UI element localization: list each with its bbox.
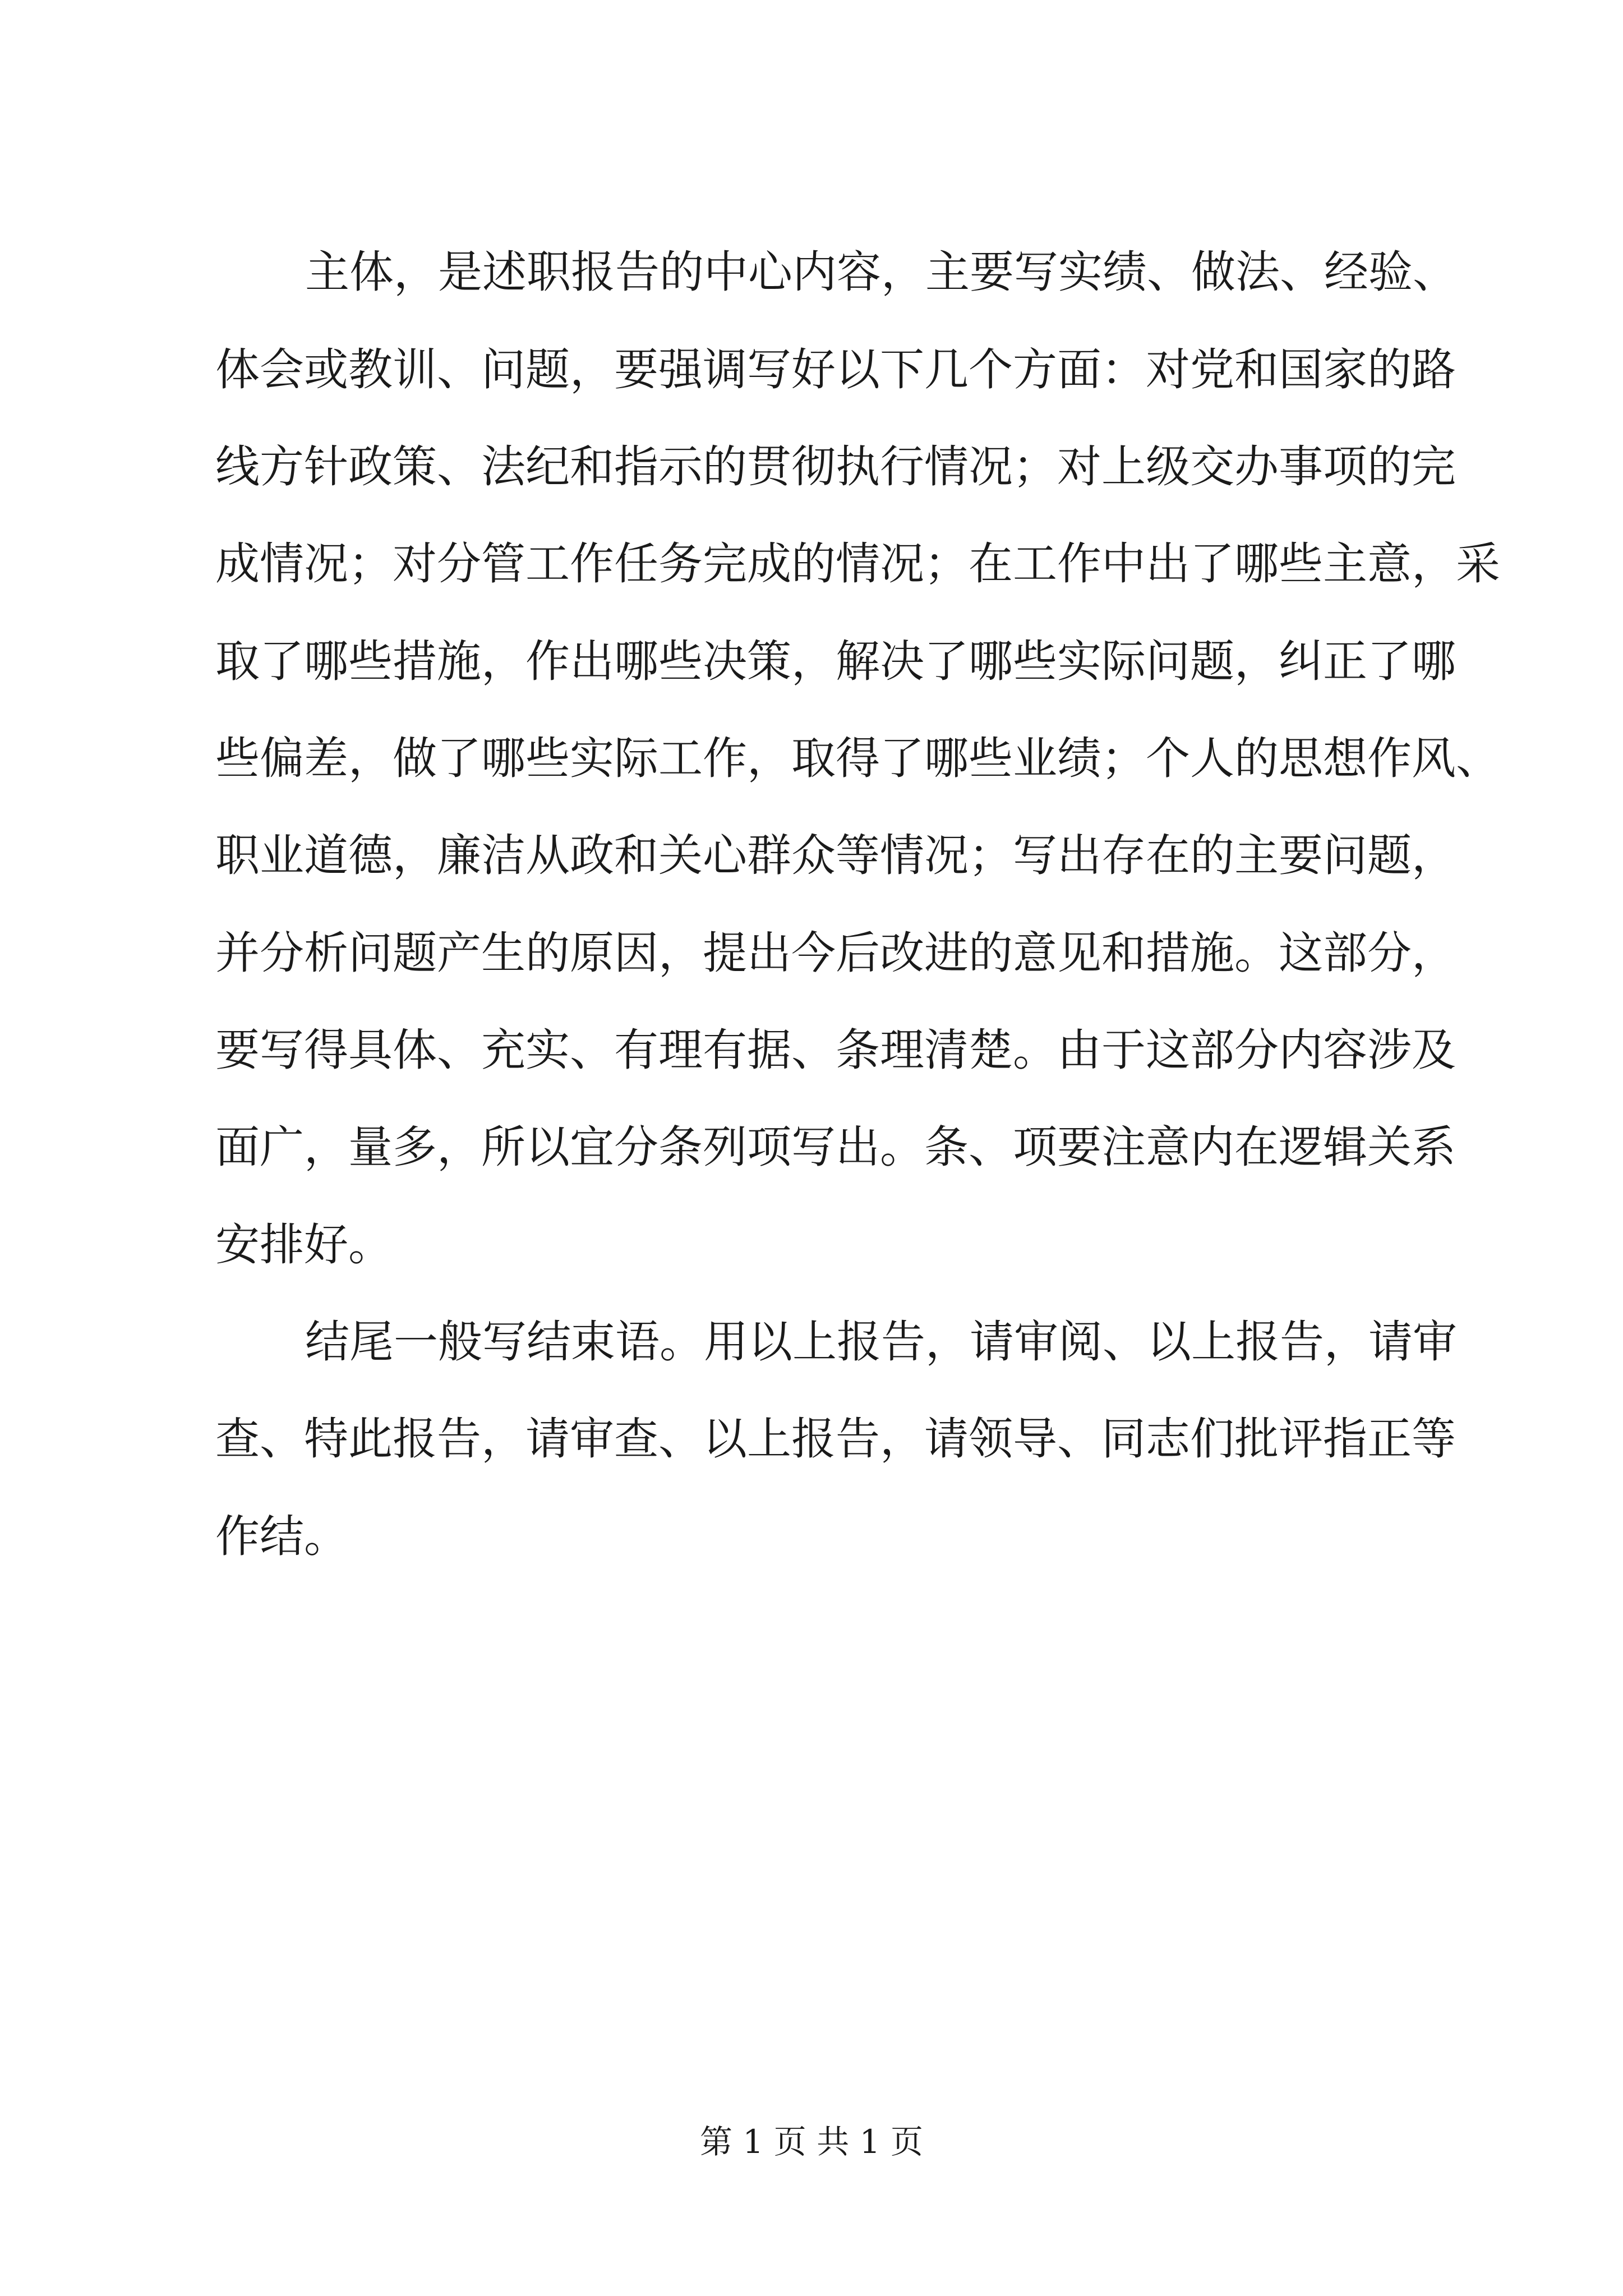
- paragraph-1-line-1: 主体，是述职报告的中心内容，主要写实绩、做法、经验、: [305, 246, 1457, 298]
- page-number-footer: 第 1 页 共 1 页: [700, 2123, 923, 2161]
- paragraph-2-line-1: 结尾一般写结束语。用以上报告，请审阅、以上报告，请审: [305, 1316, 1457, 1368]
- paragraph-1-line-11: 安排好。: [215, 1219, 393, 1271]
- paragraph-1-line-5: 取了哪些措施，作出哪些决策，解决了哪些实际问题，纠正了哪: [215, 636, 1456, 687]
- paragraph-2-line-2: 查、特此报告，请审查、以上报告，请领导、同志们批评指正等: [215, 1413, 1456, 1465]
- paragraph-1-line-8: 并分析问题产生的原因，提出今后改进的意见和措施。这部分，: [215, 927, 1456, 979]
- paragraph-1-line-6: 些偏差，做了哪些实际工作，取得了哪些业绩；个人的思想作风、: [215, 733, 1500, 784]
- paragraph-1-line-3: 线方针政策、法纪和指示的贯彻执行情况；对上级交办事项的完: [215, 441, 1456, 493]
- paragraph-1-line-2: 体会或教训、问题，要强调写好以下几个方面：对党和国家的路: [215, 344, 1456, 395]
- paragraph-1-line-4: 成情况；对分管工作任务完成的情况；在工作中出了哪些主意，采: [215, 538, 1500, 590]
- paragraph-1-line-9: 要写得具体、充实、有理有据、条理清楚。由于这部分内容涉及: [215, 1024, 1456, 1076]
- paragraph-2-line-3: 作结。: [215, 1511, 348, 1562]
- paragraph-1-line-7: 职业道德，廉洁从政和关心群众等情况；写出存在的主要问题，: [215, 830, 1456, 881]
- paragraph-1-line-10: 面广，量多，所以宜分条列项写出。条、项要注意内在逻辑关系: [215, 1121, 1456, 1173]
